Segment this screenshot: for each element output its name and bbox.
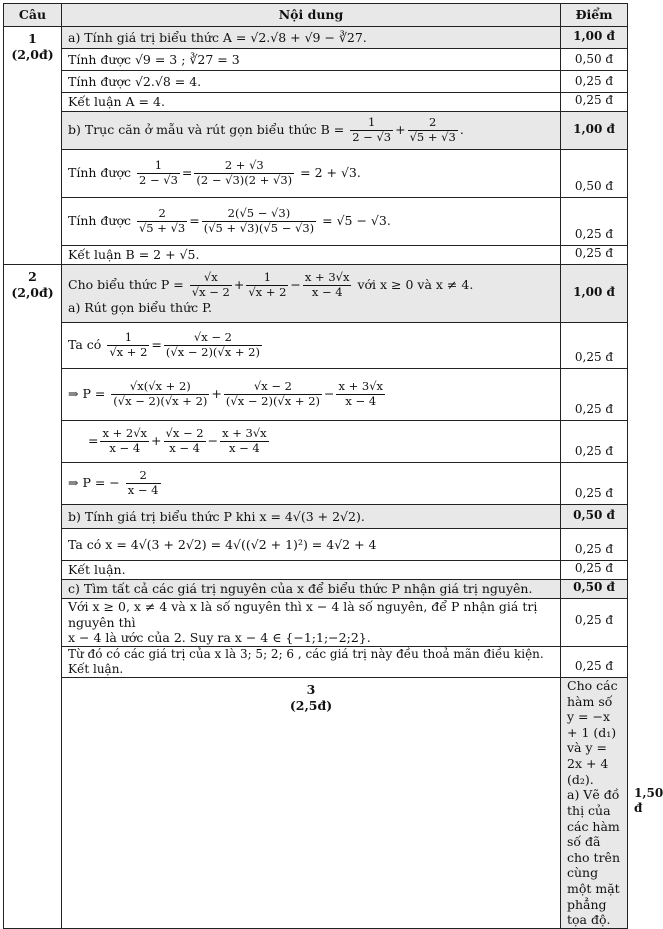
den: x − 4 <box>345 394 377 408</box>
num: √x <box>190 271 232 286</box>
den: x − 4 <box>169 441 200 455</box>
den: √x − 2 <box>191 285 230 300</box>
prefix: ⇒ P = − <box>68 475 120 490</box>
header-diem: Điểm <box>561 4 628 27</box>
q2-c1-score: 0,25 đ <box>561 599 628 647</box>
suffix: = √5 − √3. <box>322 213 391 228</box>
q1-a2-text: Tính được √2.√8 = 4. <box>62 71 561 93</box>
num: 2 <box>408 116 458 131</box>
q2-b2-row <box>4 561 628 580</box>
frac <box>224 380 322 409</box>
q1-b1-row <box>4 150 628 198</box>
q1-a2-score: 0,25 đ <box>561 71 628 93</box>
den: (√5 + √3)(√5 − √3) <box>203 221 315 235</box>
answer-table <box>3 3 663 929</box>
line1: Với x ≥ 0, x ≠ 4 và x là số nguyên thì x − 4 là số nguyên, để P nhận giá trị nguyên thì <box>68 599 538 630</box>
frac <box>336 380 385 409</box>
frac <box>100 427 149 456</box>
q2-c1-text <box>62 599 561 647</box>
q1-b2-text: Tính được $\frac{2}{√5 + √3}$ = $\frac{2(√5 - √3)}{(√5 + √3)(√5 - √3)}$ = √5 − √3. <box>62 198 561 246</box>
q3-num: 3 <box>306 681 316 697</box>
q1-a1-score: 0,50 đ <box>561 49 628 71</box>
den: √x + 2 <box>109 345 148 359</box>
line1: Cho các hàm số y = −x + 1 (d₁) và y = 2x + 4 (d₂). <box>567 677 618 787</box>
q1-a-row <box>4 27 628 49</box>
q2-s2-text: ⇒ P = $\frac{√x(√x + 2)}{(√x - 2)(√x + 2)}$ + $\frac{√x - 2}{(√x - 2)(√x + 2)}$ − $\frac{x + 3√x}{x - 4}$ <box>62 369 561 421</box>
den: (√x − 2)(√x + 2) <box>113 394 208 408</box>
frac <box>137 159 180 188</box>
q2-c-score: 0,50 đ <box>561 580 628 599</box>
q2-c-text: c) Tìm tất cả các giá trị nguyên của x để biểu thức P nhận giá trị nguyên. <box>62 580 561 599</box>
q1-a3-text: Kết luận A = 4. <box>62 93 561 112</box>
num: √x − 2 <box>224 380 322 395</box>
frac <box>190 271 232 300</box>
line2: a) Vẽ đồ thị của các hàm số đã cho trên cùng một mặt phẳng tọa độ. <box>567 787 620 928</box>
den: x − 4 <box>127 483 159 497</box>
num: 1 <box>246 271 288 286</box>
den: x − 4 <box>229 441 260 455</box>
den: 2 − √3 <box>138 173 178 187</box>
q2-s2-score: 0,25 đ <box>561 369 628 421</box>
num: 1 <box>107 331 149 346</box>
prefix: Tính được <box>68 165 131 180</box>
prefix: ⇒ P = <box>68 386 106 401</box>
num: 2 + √3 <box>194 159 294 174</box>
q2-label <box>4 265 62 929</box>
num: x + 3√x <box>304 270 350 285</box>
q1-a-text: a) Tính giá trị biểu thức A = √2.√8 + √9 − ∛27. <box>62 27 561 49</box>
q2-c1-row <box>4 599 628 647</box>
num: √x − 2 <box>164 331 262 346</box>
num: 2 <box>137 207 187 222</box>
num: x + 3√x <box>222 426 267 441</box>
den: √5 + √3 <box>409 130 456 144</box>
den: √5 + √3 <box>138 221 186 235</box>
q2-s1-text: Ta có $\frac{1}{√x + 2}$ = $\frac{√x - 2}{(√x - 2)(√x + 2)}$ <box>62 323 561 369</box>
den: (2 − √3)(2 + √3) <box>196 173 293 187</box>
num: 1 <box>137 159 180 174</box>
den: x − 4 <box>311 285 343 300</box>
den: x − 4 <box>109 441 141 455</box>
q1-b-row <box>4 112 628 150</box>
q1-b-title: b) Trục căn ở mẫu và rút gọn biểu thức B = <box>68 122 349 137</box>
frac <box>194 159 294 188</box>
q1-a1-text: Tính được √9 = 3 ; ∛27 = 3 <box>62 49 561 71</box>
num: 2(√5 − √3) <box>202 207 316 222</box>
q2-b-text: b) Tính giá trị biểu thức P khi x = 4√(3 + 2√2). <box>62 505 561 529</box>
num: 2 <box>126 469 161 484</box>
frac <box>303 271 352 300</box>
q1-b2-row <box>4 198 628 246</box>
q1-b1-score: 0,50 đ <box>561 150 628 198</box>
q2-intro-text: Cho biểu thức P = $\frac{√x}{√x - 2}$ + $\frac{1}{√x + 2}$ − $\frac{x + 3√x}{x - 4}$ với x ≥ 0 và x ≠ 4. a) Rút gọn biểu thức P. <box>62 265 561 323</box>
q1-points: (2,0đ) <box>11 46 54 62</box>
q1-a1-row <box>4 49 628 71</box>
prefix: Cho biểu thức P = <box>68 277 184 293</box>
den: (√x − 2)(√x + 2) <box>225 394 320 408</box>
q2-s2-row <box>4 369 628 421</box>
q1-b3-text: Kết luận B = 2 + √5. <box>62 246 561 265</box>
frac <box>164 331 262 360</box>
frac <box>202 207 316 236</box>
q1-b2-score: 0,25 đ <box>561 198 628 246</box>
num: √x − 2 <box>165 426 204 441</box>
num: x + 3√x <box>338 379 384 394</box>
q2-b1-text: Ta có x = 4√(3 + 2√2) = 4√((√2 + 1)²) = 4√2 + 4 <box>62 529 561 561</box>
q3-text <box>561 677 628 928</box>
q1-b1-text: Tính được $\frac{1}{2 - √3}$ = $\frac{2 + √3}{(2 - √3)(2 + √3)}$ = 2 + √3. <box>62 150 561 198</box>
num: √x(√x + 2) <box>111 380 209 395</box>
frac <box>164 427 206 456</box>
num: 1 <box>350 116 393 131</box>
header-noidung: Nội dung <box>62 4 561 27</box>
den: √x + 2 <box>248 285 287 300</box>
frac <box>246 271 288 300</box>
prefix: Ta có <box>68 337 102 352</box>
suffix: = 2 + √3. <box>300 165 361 180</box>
header-cau: Câu <box>4 4 62 27</box>
q1-a3-row <box>4 93 628 112</box>
frac <box>350 116 393 145</box>
q2-b2-text: Kết luận. <box>62 561 561 580</box>
q1-a-score: 1,00 đ <box>561 27 628 49</box>
den: (√x − 2)(√x + 2) <box>165 345 260 359</box>
q2-s1-row <box>4 323 628 369</box>
q2-s4-score: 0,25 đ <box>561 463 628 505</box>
q3-points: (2,5đ) <box>289 697 333 713</box>
q1-num: 1 <box>28 31 37 46</box>
prefix: Tính được <box>68 213 131 228</box>
q2-b-row <box>4 505 628 529</box>
q2-b1-row <box>4 529 628 561</box>
q1-b-text: b) Trục căn ở mẫu và rút gọn biểu thức B = $\frac{1}{2 - √3}$ + $\frac{2}{√5 + √3}$ . <box>62 112 561 150</box>
q2-s3-row <box>4 421 628 463</box>
q2-b1-score: 0,25 đ <box>561 529 628 561</box>
frac <box>408 116 458 145</box>
q1-b3-score: 0,25 đ <box>561 246 628 265</box>
q2-num: 2 <box>28 269 37 284</box>
q2-a-title: a) Rút gọn biểu thức P. <box>68 299 212 315</box>
q1-b3-row <box>4 246 628 265</box>
frac <box>220 427 269 456</box>
suffix: với x ≥ 0 và x ≠ 4. <box>357 277 474 293</box>
q2-s4-text <box>62 463 561 505</box>
q1-label <box>4 27 62 265</box>
q2-c2-row <box>4 646 628 677</box>
q2-points: (2,0đ) <box>11 284 54 300</box>
q1-a2-row <box>4 71 628 93</box>
q2-c-row <box>4 580 628 599</box>
header-row <box>4 4 628 27</box>
line2: x − 4 là ước của 2. Suy ra x − 4 ∈ {−1;1;−2;2}. <box>68 630 371 646</box>
q1-a3-score: 0,25 đ <box>561 93 628 112</box>
frac <box>126 469 161 498</box>
q3-row: 3 (2,5đ) Cho các hàm số y = −x + 1 (d₁) và y = 2x + 4 (d₂). a) Vẽ đồ thị của các hàm số đã cho trên cùng một mặt phẳng tọa độ. 1,50 đ <box>4 677 628 928</box>
q2-s1-score: 0,25 đ <box>561 323 628 369</box>
q2-s3-text: = $\frac{x + 2√x}{x - 4}$ + $\frac{√x - 2}{x - 4}$ − $\frac{x + 3√x}{x - 4}$ <box>62 421 561 463</box>
q2-intro-row <box>4 265 628 323</box>
num: x + 2√x <box>102 426 148 441</box>
den: 2 − √3 <box>352 130 392 144</box>
q2-c2-score: 0,25 đ <box>561 646 628 677</box>
q3-label <box>62 677 561 928</box>
q2-s3-score: 0,25 đ <box>561 421 628 463</box>
q2-b-score: 0,50 đ <box>561 505 628 529</box>
q2-b2-score: 0,25 đ <box>561 561 628 580</box>
frac <box>111 380 209 409</box>
q2-c2-text: Từ đó có các giá trị của x là 3; 5; 2; 6 , các giá trị này đều thoả mãn điều kiện. Kết luận. <box>62 646 561 677</box>
q1-b-score: 1,00 đ <box>561 112 628 150</box>
q2-s4-row <box>4 463 628 505</box>
frac <box>137 207 187 236</box>
frac <box>107 331 149 360</box>
q2-intro-score: 1,00 đ <box>561 265 628 323</box>
